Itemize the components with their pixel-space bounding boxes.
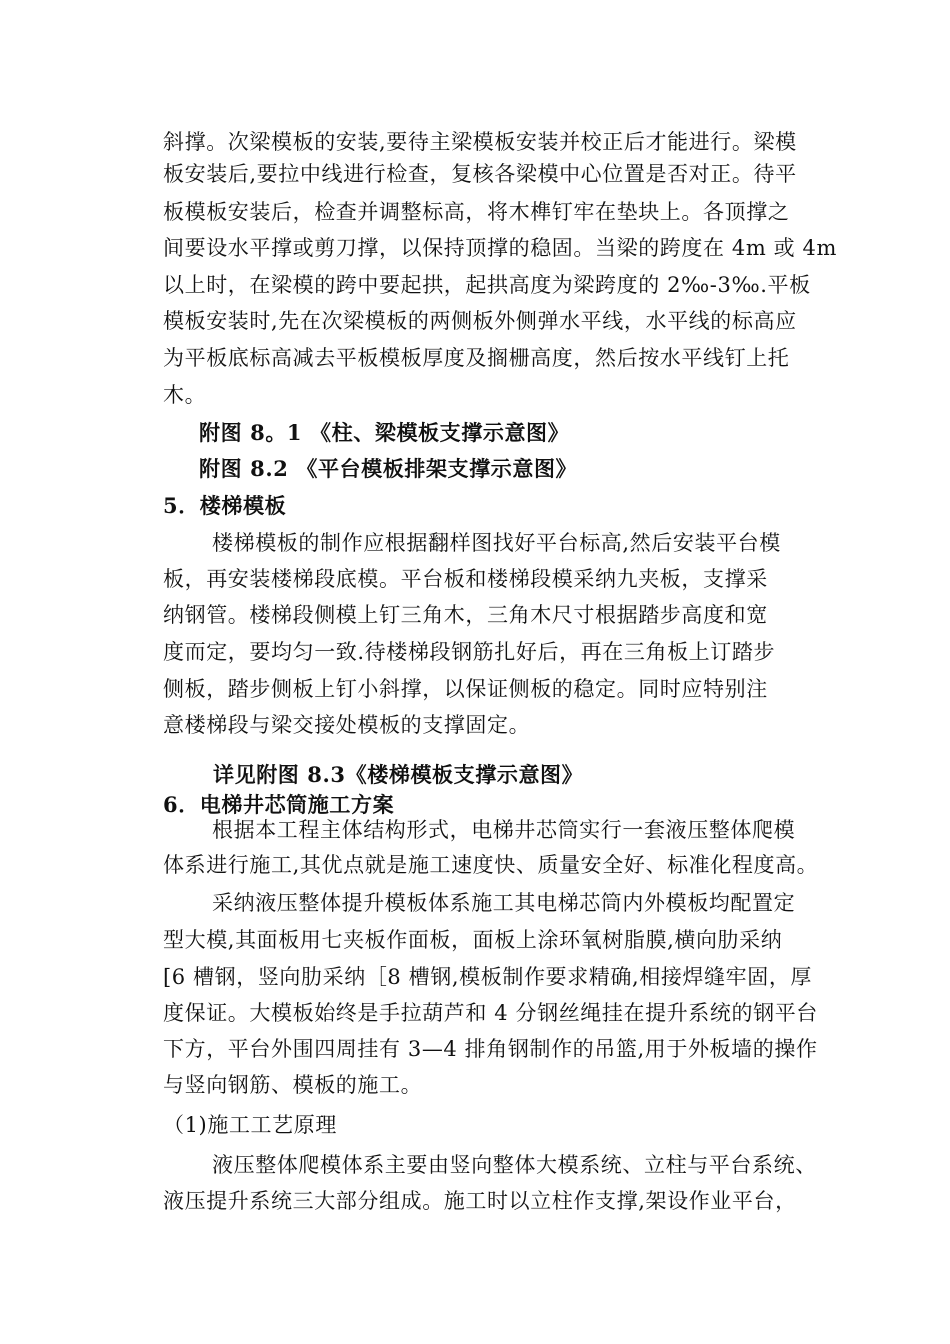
paragraph-line: 下方，平台外围四周挂有 3—4 排角钢制作的吊篮,用于外板墙的操作	[163, 1037, 818, 1061]
paragraph-line: 度保证。大模板始终是手拉葫芦和 4 分钢丝绳挂在提升系统的钢平台	[163, 1001, 818, 1025]
figure-reference: 附图 8.2 《平台模板排架支撑示意图》	[199, 456, 578, 481]
paragraph-line: 液压提升系统三大部分组成。施工时以立柱作支撑,架设作业平台，	[163, 1189, 797, 1213]
paragraph-line: 根据本工程主体结构形式，电梯井芯筒实行一套液压整体爬模	[212, 818, 796, 842]
paragraph-line: 板，再安装楼梯段底模。平台板和楼梯段模采纳九夹板，支撑采	[163, 567, 768, 591]
section-heading: 6．电梯井芯筒施工方案	[163, 792, 395, 817]
paragraph-line: 液压整体爬模体系主要由竖向整体大模系统、立柱与平台系统、	[212, 1153, 817, 1177]
paragraph-line: 板模板安装后，检查并调整标高，将木榫钉牢在垫块上。各顶撑之	[163, 200, 790, 224]
section-heading: 5．楼梯模板	[163, 493, 287, 518]
paragraph-line: 体系进行施工,其优点就是施工速度快、质量安全好、标准化程度高。	[163, 853, 819, 877]
paragraph-line: 型大模,其面板用七夹板作面板，面板上涂环氧树脂膜,横向肋采纳	[163, 928, 783, 952]
paragraph-line: 纳钢管。楼梯段侧模上钉三角木，三角木尺寸根据踏步高度和宽	[163, 603, 768, 627]
paragraph-line: 木。	[163, 383, 207, 407]
paragraph-line: 与竖向钢筋、模板的施工。	[163, 1073, 423, 1097]
paragraph-line: 意楼梯段与梁交接处模板的支撑固定。	[163, 713, 531, 737]
paragraph-line: 采纳液压整体提升模板体系施工其电梯芯筒内外模板均配置定	[212, 891, 796, 915]
figure-reference: 详见附图 8.3《楼梯模板支撑示意图》	[213, 762, 584, 787]
paragraph-line: 板安装后,要拉中线进行检查，复核各梁模中心位置是否对正。待平	[163, 162, 797, 186]
paragraph-line: 间要设水平撑或剪刀撑，以保持顶撑的稳固。当梁的跨度在 4m 或 4m	[163, 236, 837, 260]
paragraph-line: 模板安装时,先在次梁模板的两侧板外侧弹水平线，水平线的标高应	[163, 309, 797, 333]
subsection-heading: （1)施工工艺原理	[163, 1113, 337, 1137]
paragraph-line: 度而定，要均匀一致.待楼梯段钢筋扎好后，再在三角板上订踏步	[163, 640, 776, 664]
paragraph-line: 以上时，在梁模的跨中要起拱，起拱高度为梁跨度的 2‰-3‰.平板	[163, 273, 811, 297]
figure-reference: 附图 8。1 《柱、梁模板支撑示意图》	[199, 420, 570, 445]
paragraph-line: [6 槽钢，竖向肋采纳［8 槽钢,模板制作要求精确,相接焊缝牢固，厚	[163, 965, 813, 989]
paragraph-line: 楼梯模板的制作应根据翻样图找好平台标高,然后安装平台模	[212, 531, 781, 555]
paragraph-line: 侧板，踏步侧板上钉小斜撑，以保证侧板的稳定。同时应特别注	[163, 677, 768, 701]
paragraph-line: 斜撑。次梁模板的安装,要待主梁模板安装并校正后才能进行。梁模	[163, 130, 797, 154]
paragraph-line: 为平板底标高减去平板模板厚度及搁栅高度，然后按水平线钉上托	[163, 346, 790, 370]
